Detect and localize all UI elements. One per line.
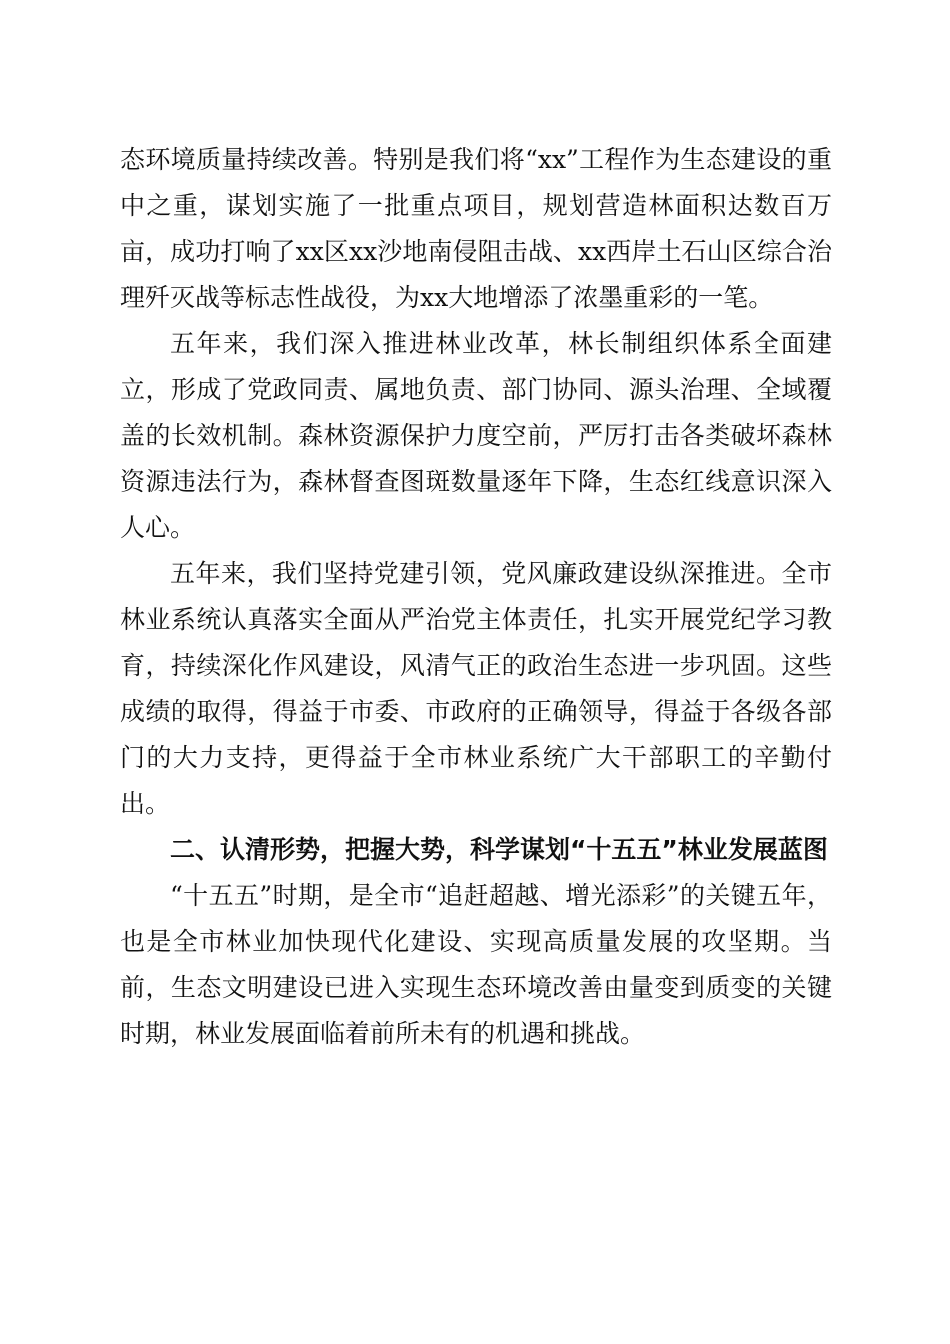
section-heading: 二、认清形势，把握大势，科学谋划“十五五”林业发展蓝图: [170, 835, 828, 864]
paragraph-forestry-reform: 五年来，我们深入推进林业改革，林长制组织体系全面建立，形成了党政同责、属地负责、部门协同、源头治理、全域覆盖的长效机制。森林资源保护力度空前，严厉打击各类破坏森林资源违法行为，森林督查图斑数量逐年下降，生态红线意识深入人心。: [120, 329, 832, 542]
document-body: [120, 137, 832, 1057]
paragraph-fifteenth-five-year: “十五五”时期，是全市“追赶超越、增光添彩”的关键五年，也是全市林业加快现代化建设、实现高质量发展的攻坚期。当前，生态文明建设已进入实现生态环境改善由量变到质变的关键时期，林业发展面临着前所未有的机遇和挑战。: [120, 881, 832, 1048]
paragraph-party-building: 五年来，我们坚持党建引领，党风廉政建设纵深推进。全市林业系统认真落实全面从严治党主体责任，扎实开展党纪学习教育，持续深化作风建设，风清气正的政治生态进一步巩固。这些成绩的取得，得益于市委、市政府的正确领导，得益于各级各部门的大力支持，更得益于全市林业系统广大干部职工的辛勤付出。: [120, 559, 832, 818]
paragraph-ecology-construction: 态环境质量持续改善。特别是我们将“xx”工程作为生态建设的重中之重，谋划实施了一批重点项目，规划营造林面积达数百万亩，成功打响了xx区xx沙地南侵阻击战、xx西岸土石山区综合治理歼灭战等标志性战役，为xx大地增添了浓墨重彩的一笔。: [120, 145, 832, 312]
